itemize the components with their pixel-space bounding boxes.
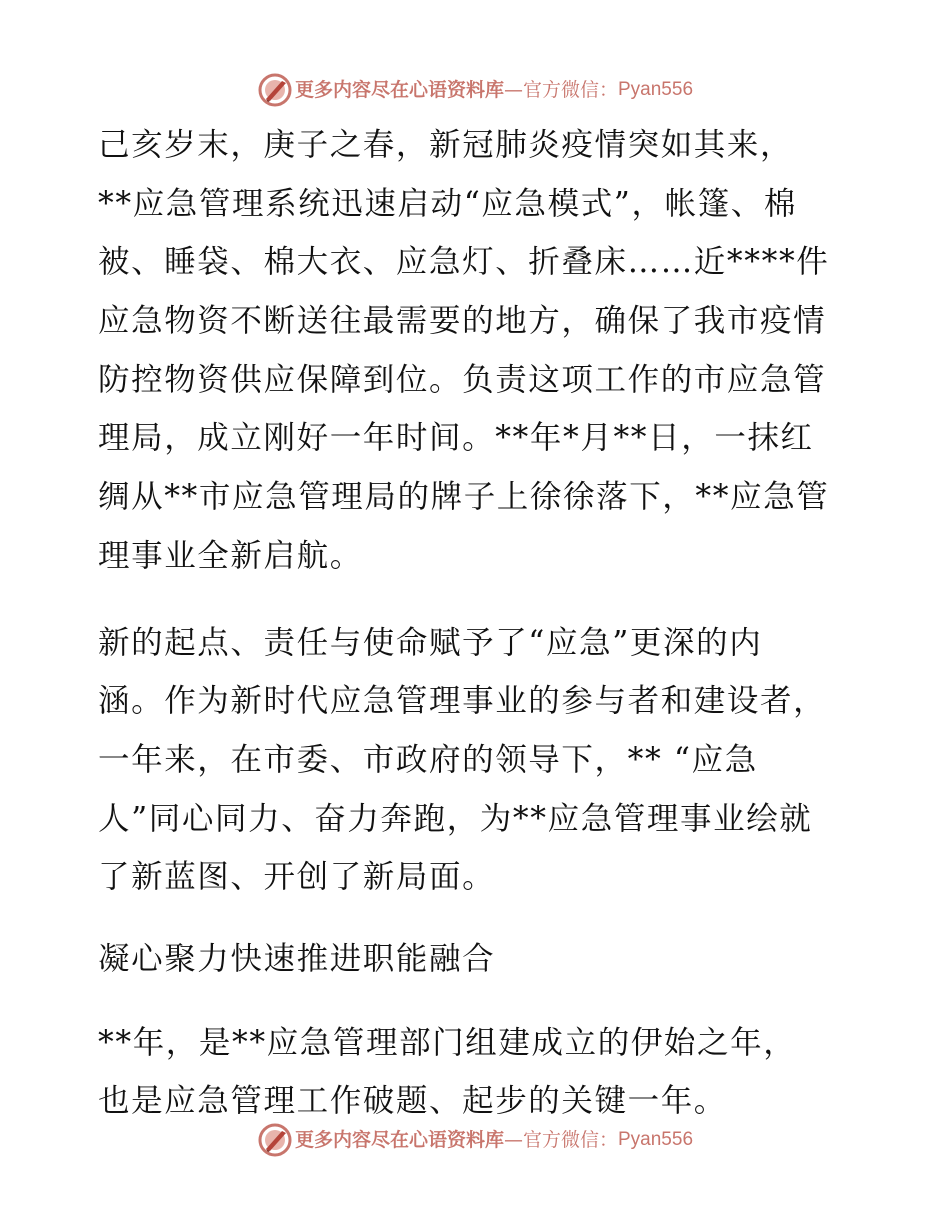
paragraph-line: 理事业全新启航。	[98, 537, 363, 574]
paragraph-line: 被、睡袋、棉大衣、应急灯、折叠床……近****件	[98, 244, 830, 281]
paragraph-line: 新的起点、责任与使命赋予了“应急”更深的内	[98, 624, 763, 661]
pen-logo-icon	[257, 1122, 293, 1158]
paragraph-line: 理局，成立刚好一年时间。**年*月**日，一抹红	[98, 420, 814, 457]
paragraph-1	[98, 116, 853, 586]
footer-watermark	[0, 1122, 950, 1158]
paragraph-2	[98, 614, 853, 907]
watermark-main-text: 更多内容尽在心语资料库	[294, 1129, 504, 1151]
paragraph-line: 也是应急管理工作破题、起步的关键一年。	[98, 1083, 727, 1120]
paragraph-line: 应急物资不断送往最需要的地方，确保了我市疫情	[98, 303, 827, 340]
document-body	[98, 116, 853, 1131]
watermark-wechat-id: Pyan556	[618, 79, 694, 100]
section-heading	[98, 930, 853, 989]
paragraph-line: **应急管理系统迅速启动“应急模式”，帐篷、棉	[98, 185, 798, 222]
pen-logo-icon	[257, 72, 293, 108]
watermark-separator: —	[503, 79, 523, 101]
watermark-wechat-label: 官方微信：	[522, 1129, 618, 1151]
watermark-wechat-id: Pyan556	[618, 1129, 694, 1150]
paragraph-line: 涵。作为新时代应急管理事业的参与者和建设者，	[98, 683, 827, 720]
watermark-separator: —	[503, 1129, 523, 1151]
watermark-wechat-label: 官方微信：	[522, 79, 618, 101]
paragraph-line: 了新蓝图、开创了新局面。	[98, 859, 496, 896]
heading-line: 凝心聚力快速推进职能融合	[98, 940, 496, 977]
paragraph-3	[98, 1014, 853, 1131]
watermark-main-text: 更多内容尽在心语资料库	[294, 79, 504, 101]
paragraph-line: 人”同心同力、奋力奔跑，为**应急管理事业绘就	[98, 800, 813, 837]
paragraph-line: 绸从**市应急管理局的牌子上徐徐落下，**应急管	[98, 479, 830, 516]
paragraph-line: 一年来，在市委、市政府的领导下，** “应急	[98, 741, 758, 778]
header-watermark	[0, 72, 950, 108]
paragraph-line: 防控物资供应保障到位。负责这项工作的市应急管	[98, 361, 827, 398]
paragraph-line: 己亥岁末，庚子之春，新冠肺炎疫情突如其来，	[98, 127, 794, 163]
paragraph-line: **年，是**应急管理部门组建成立的伊始之年，	[98, 1024, 797, 1061]
